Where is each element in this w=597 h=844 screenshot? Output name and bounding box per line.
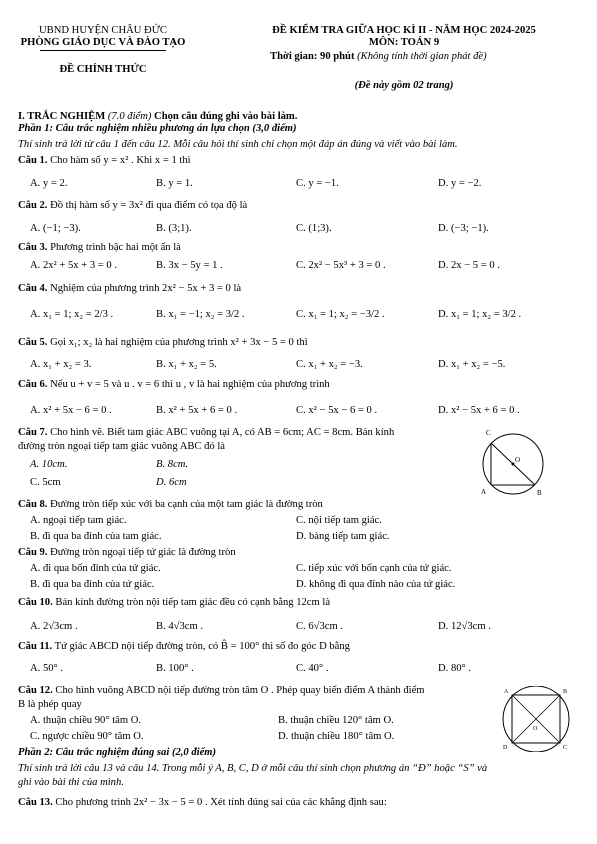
question-5 xyxy=(18,336,308,349)
label-b: B xyxy=(537,489,542,497)
label-c: C xyxy=(563,745,568,751)
question-text: Nghiệm của phương trình 2x² − 5x + 3 = 0 là xyxy=(47,283,242,294)
question-label: Câu 5. xyxy=(18,337,48,348)
option-b: B. 4√3cm . xyxy=(156,621,204,632)
question-12 xyxy=(18,684,425,697)
option-b: B. x₁ = −1; x₂ = 3/2 . xyxy=(156,309,245,320)
question-7-line2: đường tròn ngoại tiếp tam giác vuông ABC đó là xyxy=(18,441,226,452)
option-b: B. 8cm. xyxy=(156,459,189,470)
question-label: Câu 11. xyxy=(18,641,53,652)
option-d: D. 12√3cm . xyxy=(438,621,491,632)
option-c: C. (1;3). xyxy=(296,223,332,234)
part1-instructions: Thí sinh trả lời từ câu 1 đến câu 12. Mỗi câu hỏi thí sinh chỉ chọn một đáp án đúng và viết vào bài làm. xyxy=(18,139,458,150)
question-6 xyxy=(18,378,330,391)
question-9 xyxy=(18,546,236,559)
option-b: B. y = 1. xyxy=(156,178,193,189)
question-13 xyxy=(18,796,387,809)
time-bold: Thời gian: 90 phút xyxy=(270,51,355,62)
option-d: D. thuận chiều 180° tâm O. xyxy=(278,731,395,742)
part2-instructions-2: ghi vào bài thi của mình. xyxy=(18,777,124,788)
option-a: A. 10cm. xyxy=(30,459,68,470)
option-c: C. nội tiếp tam giác. xyxy=(296,515,382,526)
label-b: B xyxy=(563,689,568,695)
option-c: C. ngược chiều 90° tâm O. xyxy=(30,731,144,742)
option-b: B. thuận chiều 120° tâm O. xyxy=(278,715,394,726)
option-b: B. (3;1). xyxy=(156,223,192,234)
option-a: A. (−1; −3). xyxy=(30,223,81,234)
question-label: Câu 8. xyxy=(18,499,48,510)
option-a: A. x₁ + x₂ = 3. xyxy=(30,359,92,370)
option-c: C. y = −1. xyxy=(296,178,339,189)
option-b: B. đi qua ba đỉnh của tứ giác. xyxy=(30,579,155,590)
option-c: C. 40° . xyxy=(296,663,329,674)
label-d: D xyxy=(503,745,508,751)
header-left-line2: PHÒNG GIÁO DỤC VÀ ĐÀO TẠO xyxy=(20,37,186,48)
option-a: A. 2x² + 5x + 3 = 0 . xyxy=(30,260,118,271)
option-d: D. 80° . xyxy=(438,663,472,674)
question-1 xyxy=(18,154,191,167)
option-a: A. thuận chiều 90° tâm O. xyxy=(30,715,142,726)
option-a: A. x² + 5x − 6 = 0 . xyxy=(30,405,112,416)
header-right-line1: ĐỀ KIỂM TRA GIỮA HỌC KÌ II - NĂM HỌC 2024-2025 xyxy=(272,25,536,36)
question-7 xyxy=(18,426,394,439)
option-c: C. 6√3cm . xyxy=(296,621,344,632)
option-d: D. x₁ + x₂ = −5. xyxy=(438,359,506,370)
question-text: Cho hình vẽ. Biết tam giác ABC vuông tại A, có AB = 6cm; AC = 8cm. Bán kính xyxy=(47,427,395,438)
part1-title: Phần 1: Câu trắc nghiệm nhiều phương án lựa chọn (3,0 điểm) xyxy=(18,123,297,134)
option-d: D. không đi qua đỉnh nào của tứ giác. xyxy=(296,579,456,590)
time-italic: (Không tính thời gian phát đề) xyxy=(354,51,487,62)
option-d: D. bàng tiếp tam giác. xyxy=(296,531,390,542)
part2-instructions-1: Thí sinh trả lời câu 13 và câu 14. Trong mỗi ý A, B, C, D ở mỗi câu thí sinh chọn phương án “Đ” hoặc “S” và xyxy=(18,763,488,774)
question-text: Nếu u + v = 5 và u . v = 6 thì u , v là hai nghiệm của phương trình xyxy=(47,379,330,390)
question-text: Đồ thị hàm số y = 3x² đi qua điểm có tọa độ là xyxy=(47,200,248,211)
header-time xyxy=(270,50,487,63)
question-8 xyxy=(18,498,323,511)
question-2 xyxy=(18,199,247,212)
question-12-line2: B là phép quay xyxy=(18,699,82,710)
question-text: Phương trình bậc hai một ẩn là xyxy=(47,242,181,253)
header-right-line2: MÔN: TOÁN 9 xyxy=(368,37,440,48)
label-a: A xyxy=(481,488,487,496)
option-d: D. x₁ = 1; x₂ = 3/2 . xyxy=(438,309,522,320)
question-label: Câu 2. xyxy=(18,200,48,211)
official-label: ĐỀ CHÍNH THỨC xyxy=(59,64,147,75)
question-label: Câu 12. xyxy=(18,685,53,696)
header-left-line1: UBND HUYỆN CHÂU ĐỨC xyxy=(39,25,167,36)
question-4 xyxy=(18,282,241,295)
option-a: A. ngoại tiếp tam giác. xyxy=(30,515,127,526)
option-c: C. x₁ = 1; x₂ = −3/2 . xyxy=(296,309,385,320)
question-3 xyxy=(18,241,181,254)
option-a: A. đi qua bốn đỉnh của tứ giác. xyxy=(30,563,161,574)
question-label: Câu 4. xyxy=(18,283,48,294)
part2-title: Phần 2: Câu trắc nghiệm đúng sai (2,0 điểm) xyxy=(18,747,217,758)
option-c: C. 2x² − 5x³ + 3 = 0 . xyxy=(296,260,386,271)
question-label: Câu 13. xyxy=(18,797,53,808)
option-b: B. 3x − 5y = 1 . xyxy=(156,260,223,271)
option-d: D. (−3; −1). xyxy=(438,223,489,234)
question-text: Gọi x₁; x₂ là hai nghiệm của phương trình x² + 3x − 5 = 0 thì xyxy=(47,337,308,348)
question-text: Cho phương trình 2x² − 3x − 5 = 0 . Xét tính đúng sai của các khẳng định sau: xyxy=(52,797,387,808)
label-o: O xyxy=(515,456,521,464)
question-10 xyxy=(18,596,330,609)
question-label: Câu 9. xyxy=(18,547,48,558)
question-text: Cho hình vuông ABCD nội tiếp đường tròn tâm O . Phép quay biến điểm A thành điểm xyxy=(52,685,425,696)
question-11 xyxy=(18,640,350,653)
label-a: A xyxy=(504,689,509,695)
question-label: Câu 6. xyxy=(18,379,48,390)
option-d: D. x² − 5x + 6 = 0 . xyxy=(438,405,520,416)
question-label: Câu 10. xyxy=(18,597,53,608)
option-b: B. 100° . xyxy=(156,663,194,674)
section1-title-text: I. TRẮC NGHIỆM xyxy=(18,111,106,122)
page-count: (Đề này gồm 02 trang) xyxy=(354,80,454,91)
figure-q12 xyxy=(500,686,572,752)
option-a: A. 2√3cm . xyxy=(30,621,78,632)
option-a: A. 50° . xyxy=(30,663,64,674)
label-o: O xyxy=(533,726,538,732)
question-label: Câu 1. xyxy=(18,155,48,166)
label-c: C xyxy=(486,429,491,437)
option-d: D. 6cm xyxy=(156,477,187,488)
question-text: Tứ giác ABCD nội tiếp đường tròn, có B̂ = 100° thì số đo góc D bằng xyxy=(52,641,350,652)
question-text: Đường tròn tiếp xúc với ba cạnh của một tam giác là đường tròn xyxy=(47,499,323,510)
question-label: Câu 7. xyxy=(18,427,48,438)
section1-title-rest: Chọn câu đúng ghi vào bài làm. xyxy=(151,111,298,122)
header-left-underline xyxy=(40,50,166,51)
option-a: A. y = 2. xyxy=(30,178,68,189)
question-text: Cho hàm số y = x² . Khi x = 1 thì xyxy=(47,155,191,166)
option-b: B. đi qua ba đỉnh của tam giác. xyxy=(30,531,162,542)
option-c: C. x² − 5x − 6 = 0 . xyxy=(296,405,378,416)
option-d: D. y = −2. xyxy=(438,178,482,189)
option-c: C. x₁ + x₂ = −3. xyxy=(296,359,363,370)
option-c: C. tiếp xúc với bốn cạnh của tứ giác. xyxy=(296,563,452,574)
figure-q7 xyxy=(478,424,548,500)
option-d: D. 2x − 5 = 0 . xyxy=(438,260,500,271)
option-a: A. x₁ = 1; x₂ = 2/3 . xyxy=(30,309,114,320)
question-text: Đường tròn ngoại tiếp tứ giác là đường tròn xyxy=(47,547,236,558)
question-text: Bán kính đường tròn nội tiếp tam giác đều có cạnh bằng 12cm là xyxy=(52,597,331,608)
option-b: B. x₁ + x₂ = 5. xyxy=(156,359,217,370)
section1-points: (7.0 điểm) xyxy=(105,111,152,122)
question-label: Câu 3. xyxy=(18,242,48,253)
option-c: C. 5cm xyxy=(30,477,61,488)
option-b: B. x² + 5x + 6 = 0 . xyxy=(156,405,238,416)
